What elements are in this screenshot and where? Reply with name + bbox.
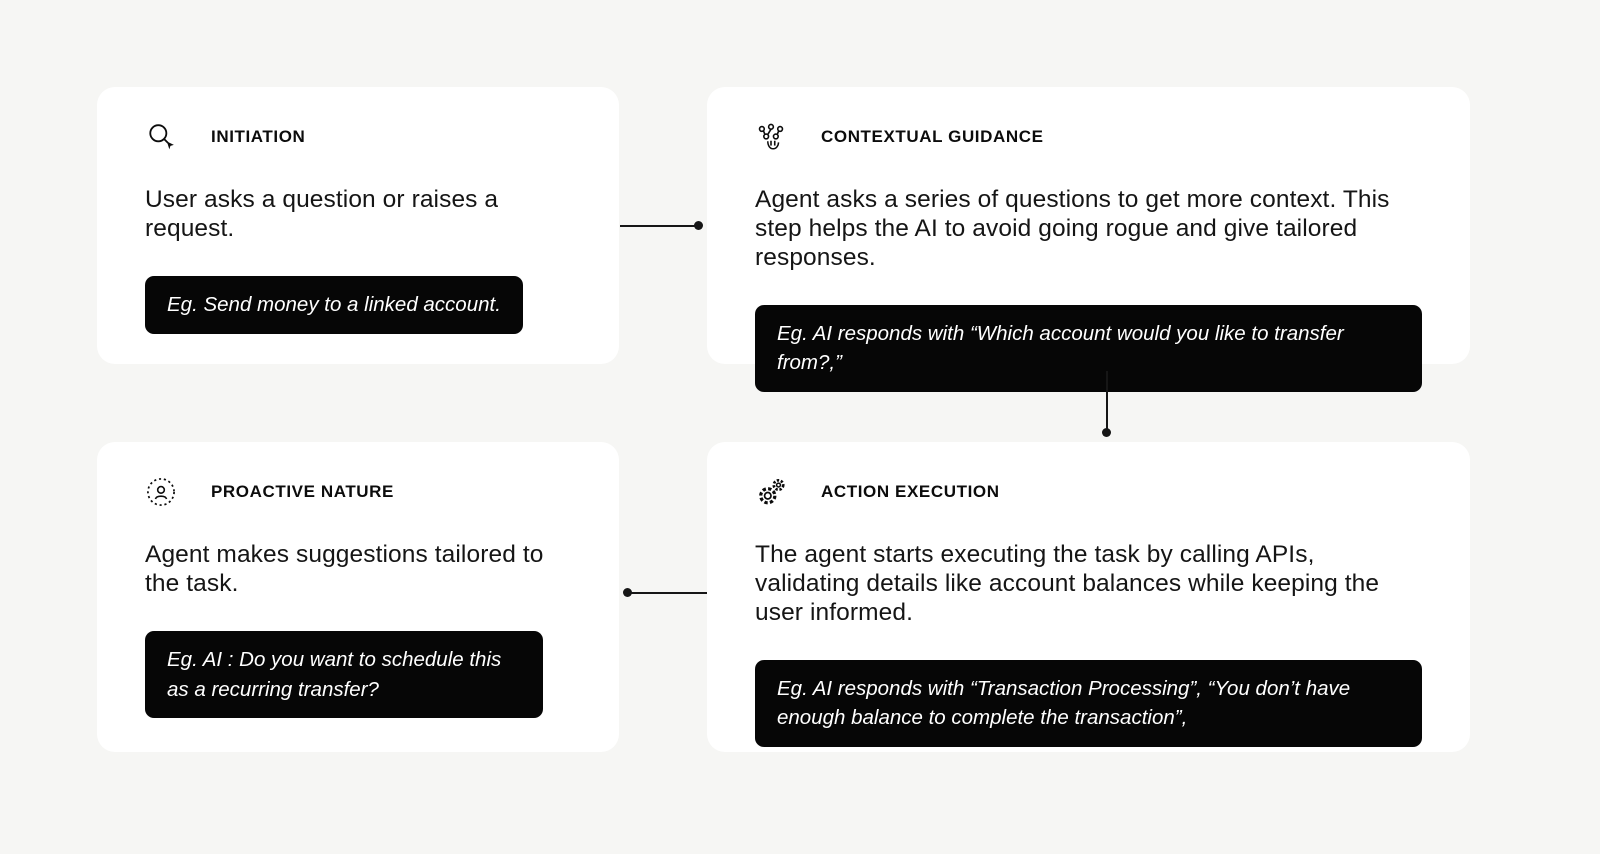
card-description: The agent starts executing the task by calling APIs, validating details like account balances while keeping the user informed. [755, 541, 1380, 626]
connector-dot [623, 588, 632, 597]
card-header [755, 476, 1422, 508]
card-description: Agent makes suggestions tailored to the task. [145, 541, 544, 597]
card-title: INITIATION [211, 127, 306, 146]
card-contextual-guidance [707, 87, 1470, 375]
connector-initiation-to-contextual [620, 225, 699, 227]
search-cursor-icon [145, 121, 177, 153]
card-proactive-nature [97, 442, 619, 752]
context-dots-icon [755, 121, 787, 153]
example-pill: Eg. AI responds with “Transaction Processing”, “You don’t have enough balance to complete the transaction”, [755, 660, 1422, 747]
connector-dot [1102, 428, 1111, 437]
connector-dot [694, 221, 703, 230]
example-pill: Eg. Send money to a linked account. [145, 276, 523, 334]
card-title: PROACTIVE NATURE [211, 482, 394, 501]
gears-icon [755, 476, 787, 508]
card-action-execution [707, 442, 1470, 752]
connector-contextual-to-action [1106, 371, 1108, 433]
card-initiation [97, 87, 619, 364]
example-pill: Eg. AI : Do you want to schedule this as a recurring transfer? [145, 631, 543, 718]
card-description: Agent asks a series of questions to get more context. This step helps the AI to avoid going rogue and give tailored responses. [755, 186, 1390, 271]
proactive-person-icon [145, 476, 177, 508]
card-title: CONTEXTUAL GUIDANCE [821, 127, 1044, 146]
card-title: ACTION EXECUTION [821, 482, 1000, 501]
card-description: User asks a question or raises a request. [145, 186, 499, 242]
card-header [145, 121, 571, 153]
card-header [755, 121, 1422, 153]
example-pill: Eg. AI responds with “Which account would you like to transfer from?,” [755, 305, 1422, 392]
card-header [145, 476, 571, 508]
connector-action-to-proactive [627, 592, 707, 594]
